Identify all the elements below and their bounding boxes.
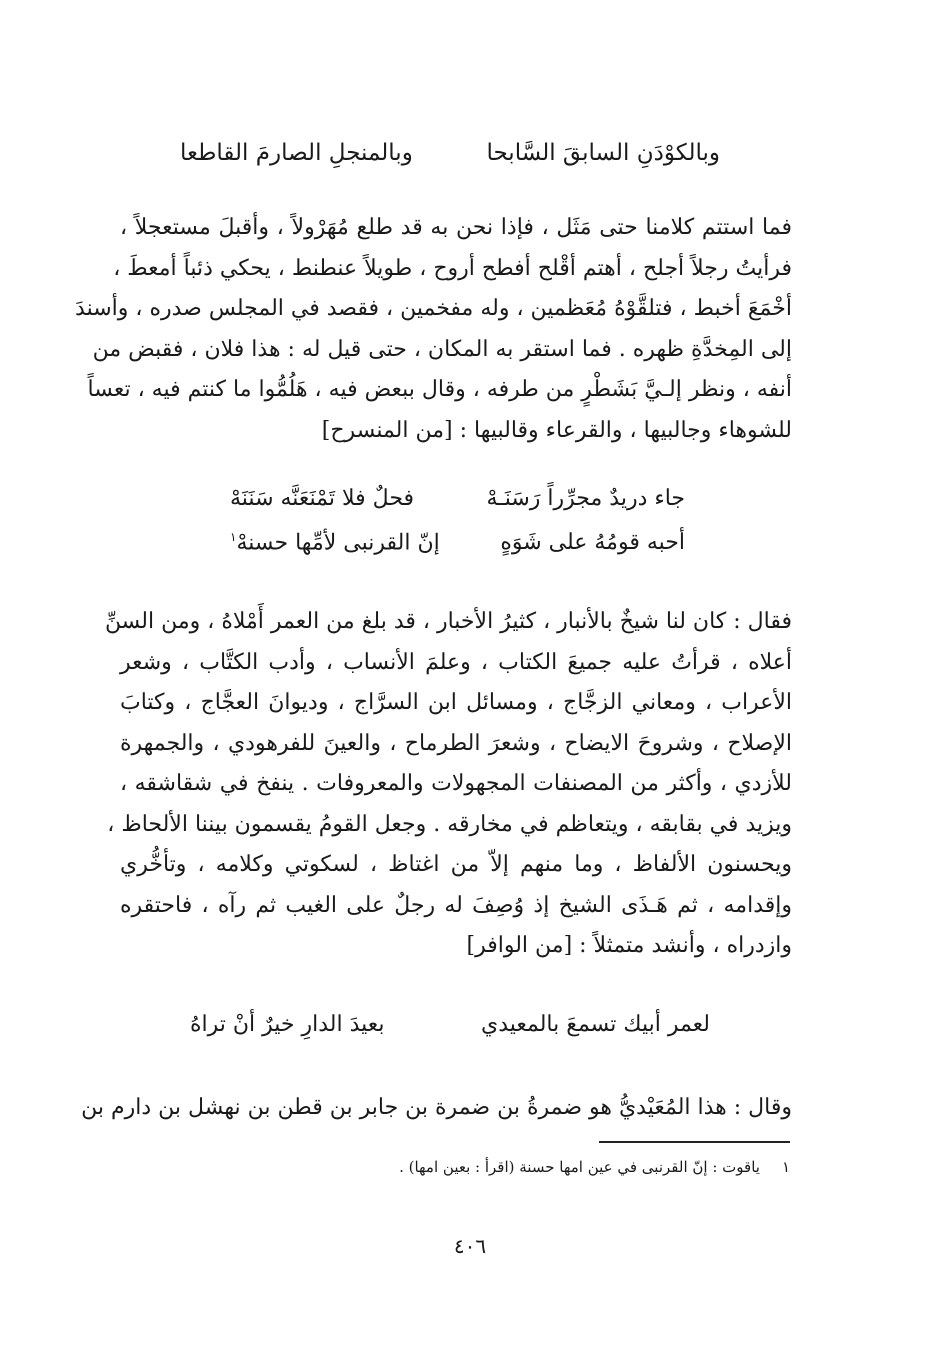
- text-line: وإقدامه ، ثم هَـذَى الشيخ إذ وُصِفَ له رجلٌ على الغيب ثم رآه ، فاحتقره: [120, 892, 792, 918]
- paragraph-2: [104, 602, 792, 967]
- text-line: للأزدي ، وأكثر من المصنفات المجهولات والمعروفات . ينفخ في شقاشقه ،: [120, 771, 792, 796]
- text-line: فرأيتُ رجلاً أجلح ، أهتم أقْلح أفطح أروح ، طويلاً عنطنط ، يحكي ذئباً أمعطَ ،: [113, 255, 792, 281]
- poem-couplet-1: [230, 486, 685, 511]
- footnote-number: ١: [781, 1158, 790, 1176]
- poem-couplet-3: [190, 1012, 710, 1037]
- page-number: ٤٠٦: [453, 1234, 487, 1258]
- footnote-marker: ١: [230, 530, 237, 544]
- couplet-hemistich-right: أحبه قومُهُ على شَوَهٍ: [500, 530, 685, 555]
- opening-verse: [180, 140, 720, 166]
- text-line: إلى المِخدَّةِ ظهره . فما استقر به المكان ، حتى قيل له : هذا فلان ، فقبض من: [92, 336, 792, 362]
- couplet-hemistich-right: جاء دريدٌ مجرِّراً رَسَنَـهْ: [486, 486, 685, 511]
- footnote-divider: [599, 1141, 790, 1143]
- couplet-hemistich-left: فحلٌ فلا تَمْنَعَنَّه سَنَنَهْ: [230, 486, 415, 511]
- text-line: أخْمَعَ أخبط ، فتلقَّوْهُ مُعَظمين ، وله مفخمين ، فقصد في المجلس صدره ، وأسندَ: [75, 296, 792, 321]
- footnote-text: ياقوت : إنّ القرنبى في عين امها حسنة (اقرأ : بعين امها) .: [399, 1158, 760, 1176]
- paragraph-3: [81, 1088, 792, 1129]
- verse-hemistich-right: وبالكوْدَنِ السابقَ السَّابحا: [486, 140, 720, 166]
- text-line: ويزيد في بقابقه ، ويتعاظم في مخارقه . وجعل القومُ يقسمون بيننا الألحاظ ،: [107, 811, 792, 837]
- text-line: وازدراه ، وأنشد متمثلاً : [من الوافر]: [466, 933, 792, 958]
- text-line: للشوهاء وجالبيها ، والقرعاء وقالبيها : [من المنسرح]: [321, 417, 792, 443]
- text-line: فما استتم كلامنا حتى مَثَل ، فإذا نحن به قد طلع مُهَرْولاً ، وأقبلَ مستعجلاً ،: [120, 215, 792, 240]
- couplet-hemistich-right: لعمر أبيك تسمعَ بالمعيدي: [480, 1012, 710, 1037]
- text-line: الأعراب ، ومعاني الزجَّاج ، ومسائل ابن السرَّاج ، وديوانَ العجَّاج ، وكتابَ: [120, 690, 792, 715]
- couplet-hemistich-left: بعيدَ الدارِ خيرٌ أنْ تراهُ: [190, 1012, 385, 1037]
- text-line: فقال : كان لنا شيخٌ بالأنبار ، كثيرُ الأخبار ، قد بلغ من العمر أَمْلاهُ ، ومن السنِّ: [104, 609, 792, 634]
- paragraph-1: [75, 208, 792, 451]
- verse-hemistich-left: وبالمنجلِ الصارمَ القاطعا: [180, 140, 413, 166]
- text-line: أنفه ، ونظر إلـيَّ بَشَطْرٍ من طرفه ، وقال ببعض فيه ، هَلُمُّوا ما كنتم فيه ، تعساً: [87, 377, 792, 402]
- couplet-hemistich-left: إنّ القرنبى لأمِّها حسنهْ: [236, 530, 440, 556]
- text-line: أعلاه ، قرأتُ عليه جميعَ الكتاب ، وعلمَ الأنساب ، وأدب الكتَّاب ، وشعر: [120, 649, 792, 675]
- footnote: [330, 1158, 790, 1176]
- text-line: ويحسنون الألفاظ ، وما منهم إلاّ من اغتاظ ، لسكوتي وكلامه ، وتأخُّري: [120, 852, 792, 877]
- poem-couplet-2: [230, 530, 685, 555]
- text-line: وقال : هذا المُعَيْديُّ هو ضمرةُ بن ضمرة بن جابر بن قطن بن نهشل بن دارم بن: [81, 1095, 792, 1120]
- text-line: الإصلاح ، وشروحَ الايضاح ، وشعرَ الطرماح ، والعينَ للفرهودي ، والجمهرة: [120, 730, 792, 756]
